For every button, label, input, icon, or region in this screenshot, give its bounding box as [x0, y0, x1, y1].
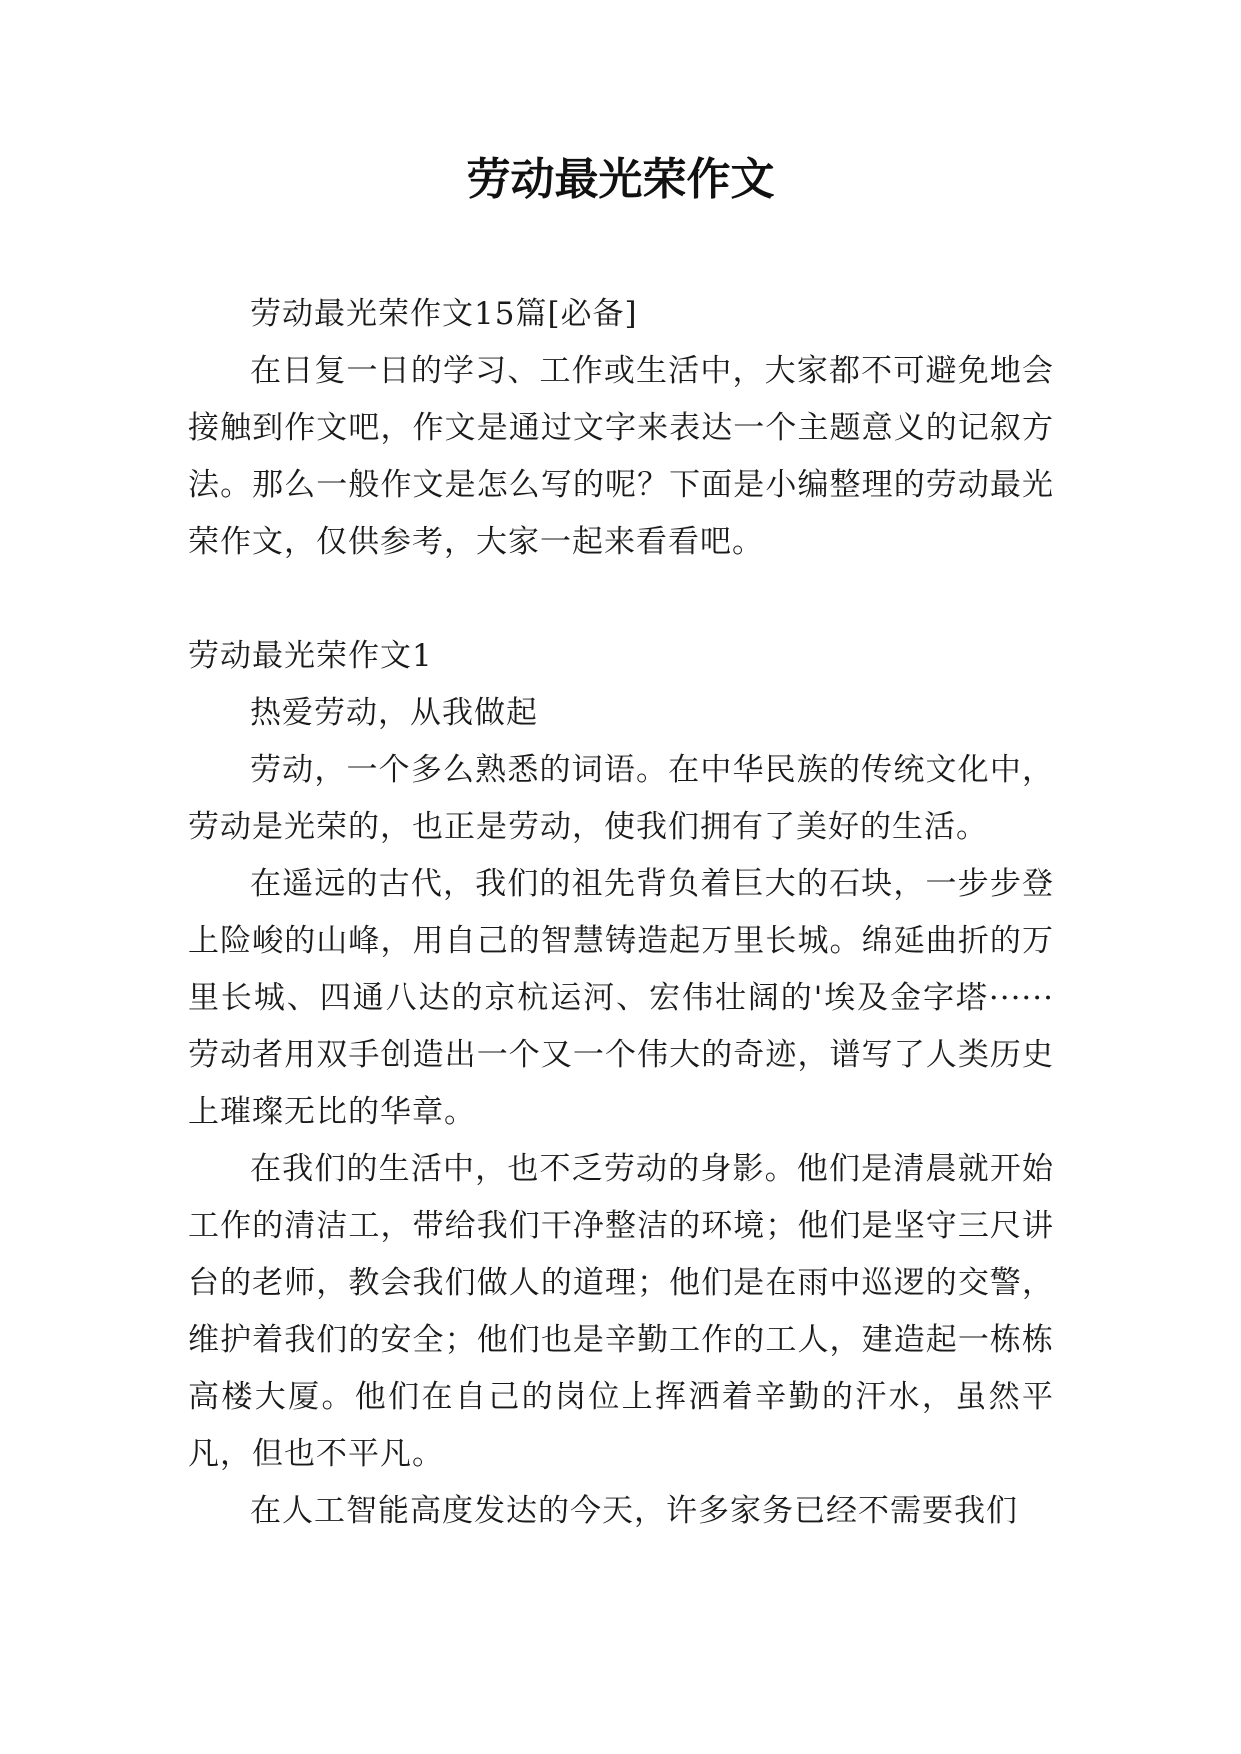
body-paragraph: 在人工智能高度发达的今天，许多家务已经不需要我们 [250, 1493, 1018, 1529]
intro-paragraph: 在日复一日的学习、工作或生活中，大家都不可避免地会接触到作文吧，作文是通过文字来表达一个主题意义的记叙方法。那么一般作文是怎么写的呢？下面是小编整理的劳动最光荣作文，仅供参考，大家一起来看看吧。 [188, 353, 1054, 560]
body-paragraph: 劳动，一个多么熟悉的词语。在中华民族的传统文化中，劳动是光荣的，也正是劳动，使我们拥有了美好的生活。 [188, 752, 1054, 845]
subtitle: 劳动最光荣作文15篇[必备] [250, 296, 638, 332]
section-heading: 劳动最光荣作文1 [188, 638, 433, 674]
document-title: 劳动最光荣作文 [466, 154, 775, 205]
document-body [188, 286, 1054, 1540]
essay-title: 热爱劳动，从我做起 [250, 695, 538, 731]
body-paragraph: 在我们的生活中，也不乏劳动的身影。他们是清晨就开始工作的清洁工，带给我们干净整洁的环境；他们是坚守三尺讲台的老师，教会我们做人的道理；他们是在雨中巡逻的交警，维护着我们的安全；他们也是辛勤工作的工人，建造起一栋栋高楼大厦。他们在自己的岗位上挥洒着辛勤的汗水，虽然平凡，但也不平凡。 [188, 1151, 1054, 1472]
body-paragraph: 在遥远的古代，我们的祖先背负着巨大的石块，一步步登上险峻的山峰，用自己的智慧铸造起万里长城。绵延曲折的万里长城、四通八达的京杭运河、宏伟壮阔的'埃及金字塔······劳动者用双手创造出一个又一个伟大的奇迹，谱写了人类历史上璀璨无比的华章。 [188, 866, 1054, 1130]
